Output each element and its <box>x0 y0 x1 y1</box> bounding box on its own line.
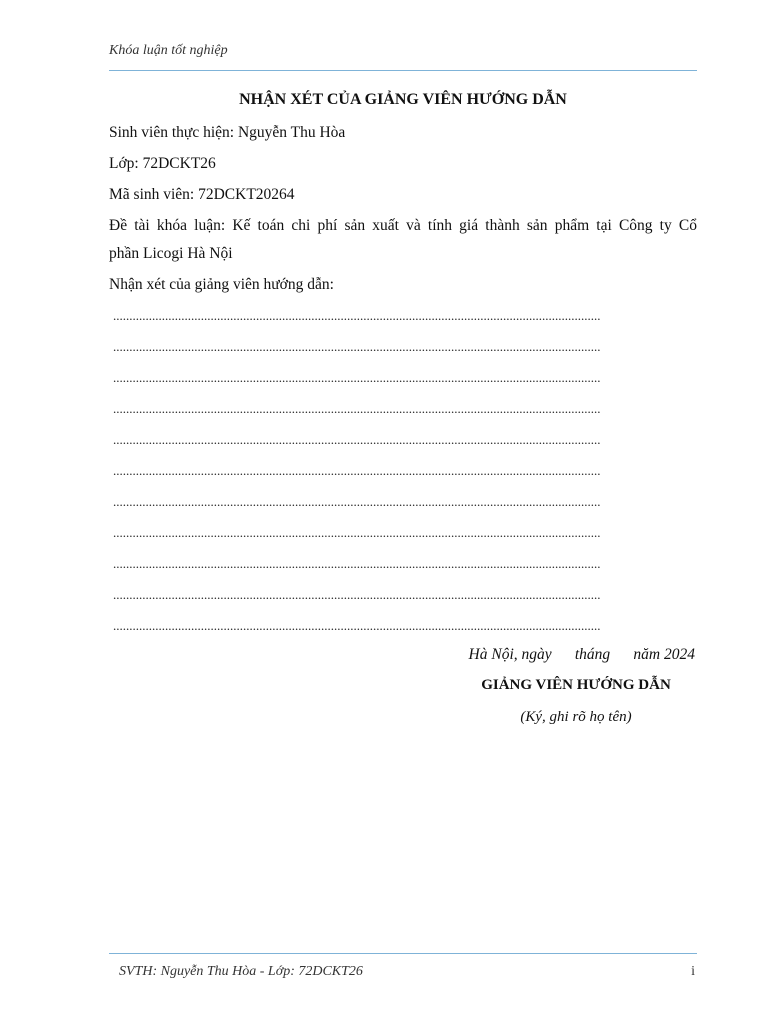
class-line: Lớp: 72DCKT26 <box>109 155 216 172</box>
dotted-line: ...................................................................................................................................................... <box>113 370 601 385</box>
page-title: NHẬN XÉT CỦA GIẢNG VIÊN HƯỚNG DẪN <box>239 91 567 108</box>
running-header: Khóa luận tốt nghiệp <box>109 43 228 58</box>
signature-note: (Ký, ghi rõ họ tên) <box>520 709 632 725</box>
dotted-line: ...................................................................................................................................................... <box>113 494 601 509</box>
dotted-line: ...................................................................................................................................................... <box>113 525 601 540</box>
student-id-line: Mã sinh viên: 72DCKT20264 <box>109 186 295 203</box>
dotted-line: ...................................................................................................................................................... <box>113 463 601 478</box>
signature-role: GIẢNG VIÊN HƯỚNG DẪN <box>481 677 671 693</box>
dotted-line: ...................................................................................................................................................... <box>113 401 601 416</box>
footer-divider <box>109 953 697 954</box>
topic-line-1: Đề tài khóa luận: Kế toán chi phí sản xuất và tính giá thành sản phẩm tại Công ty Cổ <box>109 217 697 234</box>
dotted-line: ...................................................................................................................................................... <box>113 556 601 571</box>
student-name-line: Sinh viên thực hiện: Nguyễn Thu Hòa <box>109 124 346 141</box>
dotted-line: ...................................................................................................................................................... <box>113 339 601 354</box>
dotted-line: ...................................................................................................................................................... <box>113 587 601 602</box>
dotted-line: ...................................................................................................................................................... <box>113 618 601 633</box>
page-number: i <box>691 964 695 979</box>
dotted-line: ...................................................................................................................................................... <box>113 432 601 447</box>
topic-line-2: phần Licogi Hà Nội <box>109 245 233 262</box>
running-footer: SVTH: Nguyễn Thu Hòa - Lớp: 72DCKT26 <box>119 964 363 979</box>
header-divider <box>109 70 697 71</box>
comment-label: Nhận xét của giảng viên hướng dẫn: <box>109 276 334 293</box>
signature-date: Hà Nội, ngày tháng năm 2024 <box>468 646 695 663</box>
dotted-line: ...................................................................................................................................................... <box>113 308 601 323</box>
